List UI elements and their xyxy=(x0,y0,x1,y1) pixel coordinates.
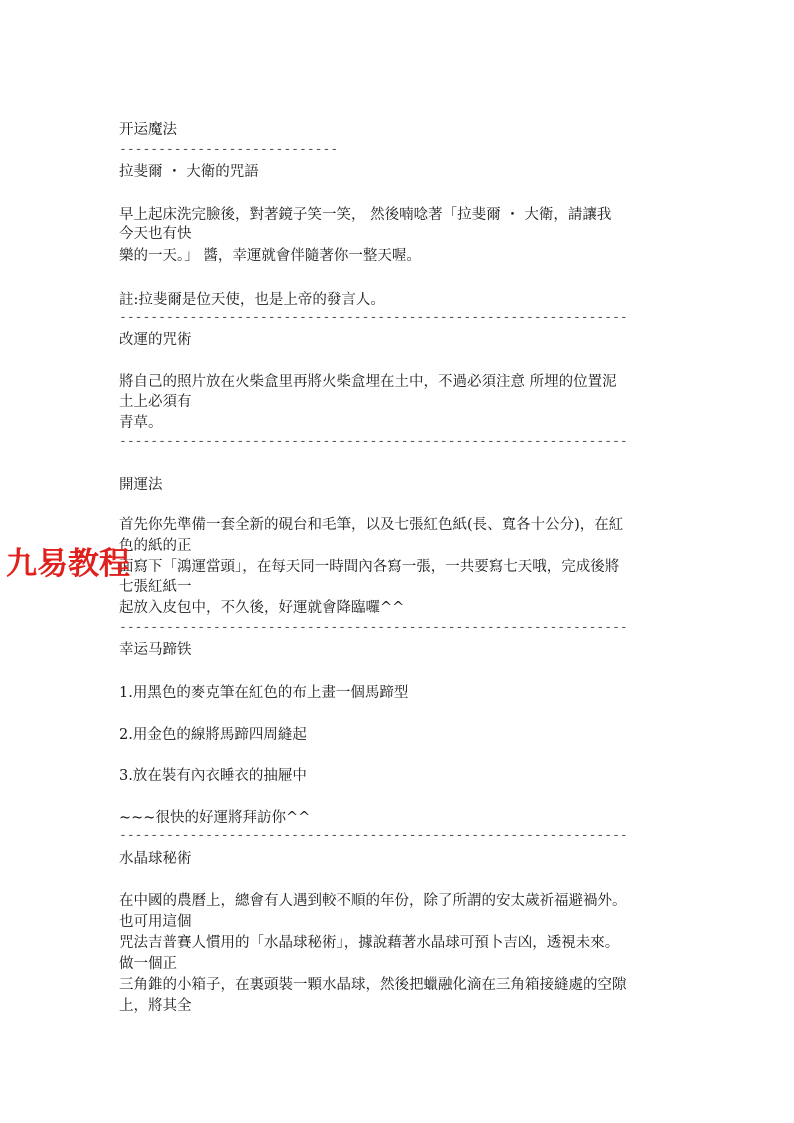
paragraph-line: 早上起床洗完臉後，對著鏡子笑一笑， 然後喃唸著「拉斐爾 ・ 大衛，請讓我 xyxy=(119,207,612,223)
paragraph-line: 做一個正 xyxy=(119,956,177,972)
paragraph-line: 在中國的農曆上，總會有人遇到較不順的年份，除了所謂的安太歲祈福避禍外。 xyxy=(119,893,627,909)
paragraph-line: 上，將其全 xyxy=(119,998,192,1014)
paragraph-line: 青草。 xyxy=(119,415,163,431)
paragraph-line: 首先你先準備一套全新的硯台和毛筆，以及七張紅色紙(長、寬各十公分)，在紅 xyxy=(119,517,624,533)
section-title-gaiyun-zhoushu: 改運的咒術 xyxy=(119,332,192,348)
paragraph-line: 七張紅紙一 xyxy=(119,579,192,595)
note-line: 註:拉斐爾是位天使，也是上帝的發言人。 xyxy=(119,292,385,308)
section-title-horseshoe: 幸运马蹄铁 xyxy=(119,642,192,658)
separator-long: ----------------------------------------------------------------- xyxy=(119,620,628,635)
separator-long: ----------------------------------------------------------------- xyxy=(119,434,628,449)
subtitle-raphael-spell: 拉斐爾 ・ 大衛的咒語 xyxy=(119,164,259,180)
section-title-kaiyun-mofa: 开运魔法 xyxy=(119,122,177,138)
section-title-kaiyun-fa: 開運法 xyxy=(119,477,163,493)
paragraph-line: 起放入皮包中，不久後，好運就會降臨囉^^ xyxy=(119,600,405,616)
paragraph-line: 咒法吉普賽人慣用的「水晶球秘術」，據說藉著水晶球可預卜吉凶，透視未來。 xyxy=(119,935,620,951)
separator-short: ---------------------------- xyxy=(119,142,339,157)
list-item: 2.用金色的線將馬蹄四周縫起 xyxy=(119,727,307,743)
list-item: 3.放在裝有內衣睡衣的抽屜中 xyxy=(119,768,307,784)
paragraph-line: 土上必須有 xyxy=(119,394,192,410)
paragraph-line: 也可用這個 xyxy=(119,914,192,930)
list-item: 1.用黑色的麥克筆在紅色的布上畫一個馬蹄型 xyxy=(119,685,409,701)
paragraph-line: 三角錐的小箱子，在裏頭裝一顆水晶球，然後把蠟融化滴在三角箱接縫處的空隙 xyxy=(119,977,627,993)
separator-long: ----------------------------------------------------------------- xyxy=(119,828,628,843)
paragraph-line: 今天也有快 xyxy=(119,226,192,242)
paragraph-line: 色的紙的正 xyxy=(119,538,192,554)
section-title-crystal-ball: 水晶球秘術 xyxy=(119,851,192,867)
paragraph-line: 面寫下「鴻運當頭」，在每天同一時間內各寫一張，一共要寫七天哦，完成後將 xyxy=(119,559,620,575)
separator-long: ----------------------------------------------------------------- xyxy=(119,310,628,325)
paragraph-line: 將自己的照片放在火柴盒里再將火柴盒埋在土中，不過必須注意 所埋的位置泥 xyxy=(119,374,617,390)
closing-line: ~~~很快的好運將拜訪你^^ xyxy=(119,810,311,826)
paragraph-line: 樂的一天。」 醬，幸運就會伴隨著你一整天喔。 xyxy=(119,248,421,264)
watermark-logo: 九易教程 xyxy=(6,546,130,582)
